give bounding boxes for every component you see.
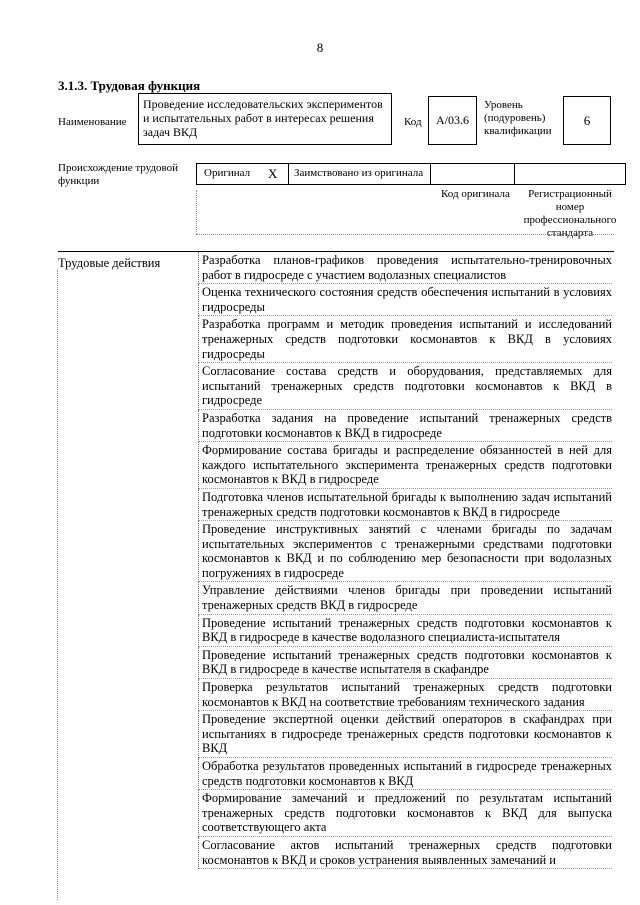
original-mark: Х	[268, 166, 278, 181]
level-label-line: (подуровень)	[484, 112, 546, 124]
list-item: Проведение испытаний тренажерных средств подготовки космонавтов к ВКД в гидросреде в качестве водолазного специалиста-испытателя	[198, 615, 612, 647]
list-item: Согласование актов испытаний тренажерных средств подготовки космонавтов к ВКД и сроков устранения выявленных замечаний и	[198, 837, 612, 869]
list-item: Разработка планов-графиков проведения испытательно-тренировочных работ в гидросреде с участием водолазных специалистов	[198, 252, 612, 284]
page-number: 8	[316, 40, 324, 55]
reg-number-label	[514, 188, 626, 240]
function-name-box: Проведение исследовательских экспериментов и испытательных работ в интересах решения задач ВКД	[138, 93, 392, 145]
borrowed-label: Заимствовано из оригинала	[294, 167, 424, 179]
list-item: Формирование состава бригады и распределение обязанностей в ней для каждого испытательного эксперимента тренажерных средств подготовки космонавтов к ВКД в гидросреде	[198, 442, 612, 489]
list-item: Согласование состава средств и оборудования, представляемых для испытаний тренажерных средств подготовки космонавтов к ВКД в гидросреде	[198, 363, 612, 410]
list-item: Формирование замечаний и предложений по результатам испытаний тренажерных средств подготовки космонавтов к ВКД для выпуска соответствующего акта	[198, 790, 612, 837]
reg-number-line: профессионального	[523, 214, 617, 226]
origin-label-line: функции	[58, 175, 100, 187]
level-label-line: Уровень	[484, 99, 523, 111]
list-item: Управление действиями членов бригады при проведении испытаний тренажерных средств ВКД в гидросреде	[198, 582, 612, 614]
list-item: Разработка задания на проведение испытаний тренажерных средств подготовки космонавтов к ВКД в гидросреде	[198, 410, 612, 442]
name-label: Наименование	[58, 116, 127, 128]
code-original-label: Код оригинала	[441, 188, 510, 200]
original-label: Оригинал	[204, 167, 251, 179]
list-item: Обработка результатов проведенных испытаний в гидросреде тренажерных средств подготовки космонавтов к ВКД	[198, 758, 612, 790]
level-label-line: квалификации	[484, 125, 552, 137]
reg-number-line: Регистрационный	[528, 188, 612, 200]
section-title: 3.1.3. Трудовая функция	[58, 78, 201, 93]
code-value-box: А/03.6	[428, 96, 477, 145]
labor-actions-list	[198, 252, 612, 869]
list-item: Проведение инструктивных занятий с членами бригады по задачам испытательных экспериментов с тренажерными средствами подготовки космонавтов к ВКД и по соблюдению мер безопасности при водолазных погружениях в гидросреде	[198, 521, 612, 582]
list-item: Оценка технического состояния средств обеспечения испытаний в условиях гидросреды	[198, 284, 612, 316]
list-item: Проверка результатов испытаний тренажерных средств подготовки космонавтов к ВКД на соответствие требованиям технического задания	[198, 679, 612, 711]
labor-actions-label: Трудовые действия	[58, 256, 161, 270]
origin-label	[58, 162, 178, 188]
list-item: Подготовка членов испытательной бригады к выполнению задач испытаний тренажерных средств подготовки космонавтов к ВКД в гидросреде	[198, 489, 612, 521]
level-value-box: 6	[563, 96, 611, 145]
reg-number-line: стандарта	[546, 227, 594, 239]
reg-number-line: номер	[555, 201, 585, 213]
origin-table-row	[196, 163, 626, 185]
code-label: Код	[404, 116, 422, 128]
list-item: Проведение экспертной оценки действий операторов в скафандрах при испытаниях в гидросреде тренажерных средств подготовки космонавтов к ВКД	[198, 711, 612, 758]
list-item: Проведение испытаний тренажерных средств подготовки космонавтов к ВКД в гидросреде в качестве испытателя в скафандре	[198, 647, 612, 679]
level-label	[484, 99, 551, 138]
origin-label-line: Происхождение трудовой	[58, 162, 179, 174]
list-item: Разработка программ и методик проведения испытаний и исследований тренажерных средств подготовки космонавтов к ВКД в условиях гидросреды	[198, 316, 612, 363]
